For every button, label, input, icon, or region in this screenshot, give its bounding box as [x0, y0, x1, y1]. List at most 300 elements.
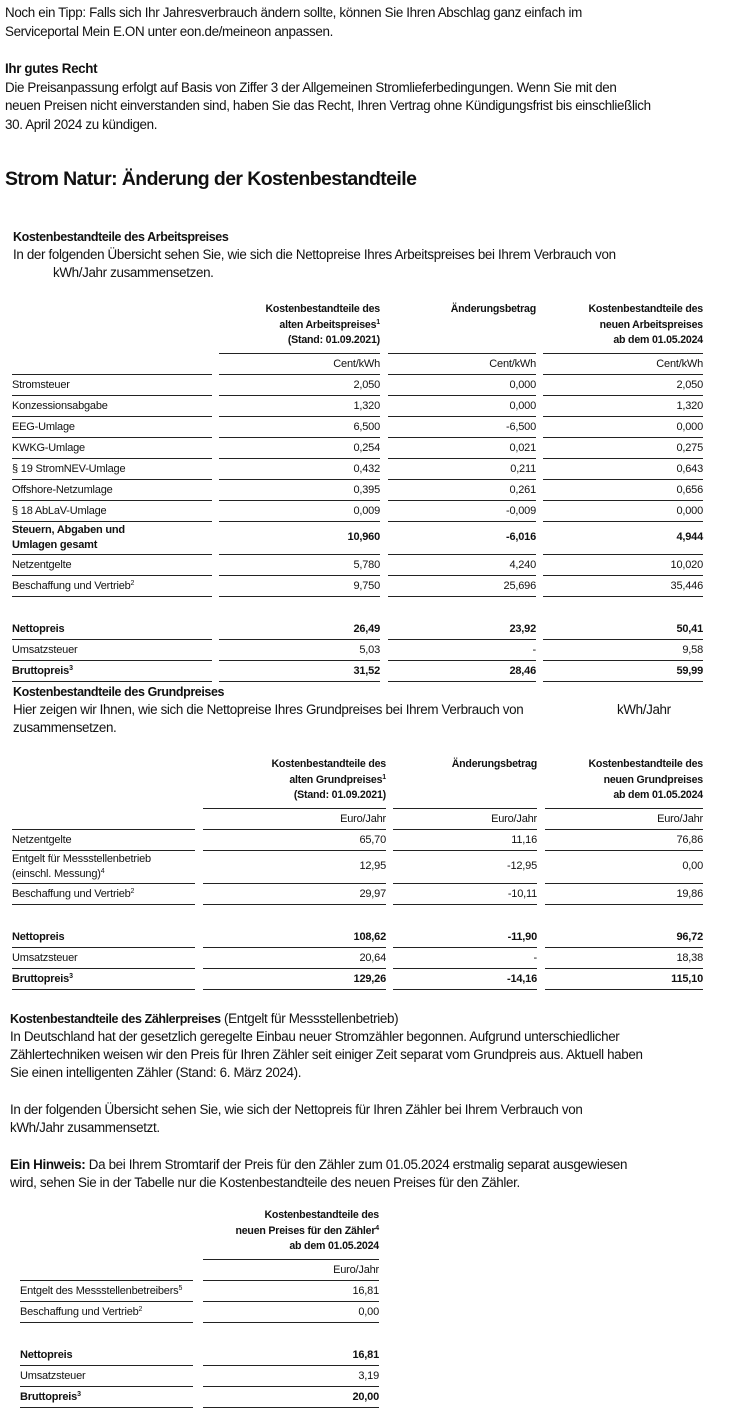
zaehler-text1-2: Zählertechniken weisen wir den Preis für Ihren Zähler seit einiger Zeit separat vom Grundpreis aus. Aktuell haben — [10, 1047, 643, 1062]
row-label-text-2: (einschl. Messung) — [12, 867, 101, 880]
row-label — [20, 1281, 193, 1302]
table-row — [20, 1281, 379, 1302]
cell-value: 4,240 — [388, 555, 536, 576]
row-label-text: Beschaffung und Vertrieb — [12, 579, 131, 592]
cell-value: 0,00 — [203, 1302, 379, 1323]
column-header — [545, 757, 703, 809]
cell-value: -12,95 — [393, 851, 537, 884]
row-label — [12, 576, 212, 597]
cell-value: -6,500 — [388, 417, 536, 438]
column-gap — [193, 1281, 203, 1302]
column-gap — [386, 809, 393, 830]
column-gap — [380, 417, 388, 438]
header-row — [12, 757, 703, 809]
column-gap — [536, 640, 543, 661]
spacer-row — [12, 905, 703, 927]
total-row — [12, 948, 703, 969]
cell-value: 11,16 — [393, 830, 537, 851]
column-gap — [195, 851, 203, 884]
column-header — [219, 302, 380, 354]
row-label — [12, 969, 195, 990]
row-label — [12, 375, 212, 396]
row-label-text: Umsatzsteuer — [12, 951, 78, 964]
zaehler-text2-1: In der folgenden Übersicht sehen Sie, wie sich der Nettopreis für Ihren Zähler bei Ihrem Verbrauch von — [10, 1102, 583, 1117]
row-label — [12, 501, 212, 522]
row-label-text: KWKG-Umlage — [12, 441, 85, 454]
cell-value: 0,021 — [388, 438, 536, 459]
column-header — [543, 302, 703, 354]
total-value: 108,62 — [203, 927, 386, 948]
row-label — [12, 884, 195, 905]
column-header-line-2: alten Arbeitspreises — [279, 318, 377, 331]
column-header-line-3: ab dem 01.05.2024 — [289, 1240, 379, 1252]
table-row — [12, 576, 703, 597]
unit-label: Cent/kWh — [219, 354, 380, 375]
cell-value: 35,446 — [543, 576, 703, 597]
total-value: - — [388, 640, 536, 661]
arbeitspreis-table — [12, 302, 703, 682]
row-label-text: Bruttopreis — [20, 1390, 78, 1403]
column-gap — [537, 927, 545, 948]
column-gap — [212, 661, 219, 682]
column-gap — [536, 555, 543, 576]
total-value: 18,38 — [545, 948, 703, 969]
column-gap — [212, 619, 219, 640]
column-header-line-1: Änderungsbetrag — [450, 303, 536, 315]
row-label — [12, 459, 212, 480]
cell-value: 16,81 — [203, 1281, 379, 1302]
cell-value: 0,000 — [388, 396, 536, 417]
cell-value: 6,500 — [219, 417, 380, 438]
column-header-line-1: Kostenbestandteile des — [264, 1209, 379, 1221]
column-gap — [212, 555, 219, 576]
cell-value: 5,780 — [219, 555, 380, 576]
column-gap — [380, 555, 388, 576]
cell-value: 0,643 — [543, 459, 703, 480]
total-row — [12, 661, 703, 682]
column-gap — [212, 522, 219, 555]
row-label-text: Beschaffung und Vertrieb — [12, 887, 131, 900]
column-header-line-3: ab dem 01.05.2024 — [613, 789, 703, 801]
column-gap — [537, 969, 545, 990]
column-gap — [212, 417, 219, 438]
row-label-text: Netzentgelte — [12, 833, 72, 846]
row-label-text: Nettopreis — [12, 622, 65, 635]
right-line-3: 30. April 2024 zu kündigen. — [5, 117, 158, 132]
column-gap — [212, 354, 219, 375]
column-gap — [536, 480, 543, 501]
page-title: Strom Natur: Änderung der Kostenbestandteile — [5, 168, 417, 190]
row-label — [12, 480, 212, 501]
unit-row-empty — [12, 354, 212, 375]
column-gap — [380, 438, 388, 459]
row-label-text: § 19 StromNEV-Umlage — [12, 462, 126, 475]
column-gap — [212, 480, 219, 501]
column-header-line-2: neuen Arbeitspreises — [599, 318, 703, 331]
column-header-line-3: (Stand: 01.09.2021) — [287, 334, 380, 346]
column-gap — [380, 375, 388, 396]
cell-value: 10,020 — [543, 555, 703, 576]
column-gap — [536, 438, 543, 459]
footnote-marker: 3 — [69, 972, 73, 980]
column-header-line-2: alten Grundpreises — [289, 773, 383, 786]
total-value: -11,90 — [393, 927, 537, 948]
cell-value: 76,86 — [545, 830, 703, 851]
column-gap — [212, 396, 219, 417]
zaehler-text1-3: Sie einen intelligenten Zähler (Stand: 6. März 2024). — [10, 1065, 302, 1080]
cell-value: 9,750 — [219, 576, 380, 597]
unit-row-empty — [20, 1260, 193, 1281]
right-heading: Ihr gutes Recht — [5, 61, 98, 76]
footnote-marker: 4 — [375, 1224, 379, 1232]
column-gap — [536, 619, 543, 640]
tip-line-2: Serviceportal Mein E.ON unter eon.de/meineon anpassen. — [5, 24, 333, 39]
column-gap — [195, 830, 203, 851]
column-gap — [536, 417, 543, 438]
column-gap — [536, 501, 543, 522]
column-header-line-2: neuen Preises für den Zähler — [235, 1224, 376, 1237]
cell-value: 19,86 — [545, 884, 703, 905]
row-label — [12, 619, 212, 640]
column-gap — [536, 375, 543, 396]
column-header-line-2: neuen Grundpreises — [603, 773, 703, 786]
column-gap — [193, 1366, 203, 1387]
row-label — [20, 1387, 193, 1408]
row-label-text: Umsatzsteuer — [12, 643, 78, 656]
cell-value: 0,000 — [543, 417, 703, 438]
column-gap — [193, 1302, 203, 1323]
cell-value: 0,261 — [388, 480, 536, 501]
column-gap — [536, 522, 543, 555]
column-gap — [212, 459, 219, 480]
row-label — [12, 661, 212, 682]
row-label-text: § 18 AbLaV-Umlage — [12, 504, 107, 517]
column-gap — [380, 619, 388, 640]
column-gap — [212, 302, 219, 354]
row-label-text: Entgelt des Messstellenbetreibers — [20, 1284, 179, 1297]
footnote-marker: 4 — [100, 867, 105, 875]
row-label — [12, 555, 212, 576]
unit-label: Euro/Jahr — [393, 809, 537, 830]
table-row — [12, 830, 703, 851]
table-row — [20, 1302, 379, 1323]
column-gap — [193, 1260, 203, 1281]
spacer — [12, 905, 703, 927]
table-row — [12, 851, 703, 884]
column-header-line-1: Kostenbestandteile des — [271, 758, 386, 770]
cell-value: 2,050 — [543, 375, 703, 396]
grundpreis-text-2: zusammensetzen. — [13, 720, 117, 735]
row-label — [20, 1345, 193, 1366]
column-gap — [380, 396, 388, 417]
grundpreis-text-unit: kWh/Jahr — [617, 702, 671, 717]
cell-value: 0,211 — [388, 459, 536, 480]
total-row — [20, 1366, 379, 1387]
right-line-2: neuen Preisen nicht einverstanden sind, haben Sie das Recht, Ihren Vertrag ohne Kündigungsfrist bis einschließlich — [5, 98, 651, 113]
column-gap — [386, 757, 393, 809]
grundpreis-text-1: Hier zeigen wir Ihnen, wie sich die Nettopreise Ihres Grundpreises bei Ihrem Verbrauch von — [13, 702, 524, 717]
zaehler-heading-suffix: (Entgelt für Messstellenbetrieb) — [220, 1011, 399, 1026]
cell-value: 65,70 — [203, 830, 386, 851]
column-gap — [195, 969, 203, 990]
total-value: 23,92 — [388, 619, 536, 640]
row-label — [12, 640, 212, 661]
cell-value: 0,395 — [219, 480, 380, 501]
column-gap — [536, 354, 543, 375]
zaehlerpreis-table — [20, 1208, 379, 1408]
total-value: 31,52 — [219, 661, 380, 682]
table-row — [12, 884, 703, 905]
footnote-marker: 1 — [376, 318, 380, 326]
total-value: 20,00 — [203, 1387, 379, 1408]
column-gap — [380, 480, 388, 501]
total-value: -14,16 — [393, 969, 537, 990]
column-gap — [380, 459, 388, 480]
row-label — [12, 522, 212, 555]
arbeitspreis-text-1: In der folgenden Übersicht sehen Sie, wie sich die Nettopreise Ihres Arbeitspreises bei Ihrem Verbrauch von — [13, 247, 616, 262]
column-gap — [537, 757, 545, 809]
column-gap — [386, 884, 393, 905]
table-row — [12, 396, 703, 417]
column-gap — [537, 830, 545, 851]
column-gap — [537, 884, 545, 905]
column-gap — [380, 640, 388, 661]
column-gap — [386, 948, 393, 969]
footnote-marker: 1 — [382, 773, 386, 781]
total-value: - — [393, 948, 537, 969]
column-header — [203, 757, 386, 809]
cell-value: 0,432 — [219, 459, 380, 480]
row-label-text: Umsatzsteuer — [20, 1369, 86, 1382]
column-gap — [195, 884, 203, 905]
column-gap — [195, 809, 203, 830]
unit-label: Euro/Jahr — [203, 809, 386, 830]
table-row — [12, 459, 703, 480]
cell-value: -10,11 — [393, 884, 537, 905]
total-value: 129,26 — [203, 969, 386, 990]
column-header-line-1: Kostenbestandteile des — [588, 303, 703, 315]
column-header-line-3: (Stand: 01.09.2021) — [293, 789, 386, 801]
zaehler-heading: Kostenbestandteile des Zählerpreises — [10, 1012, 221, 1026]
table-row — [12, 501, 703, 522]
column-gap — [212, 501, 219, 522]
column-gap — [380, 522, 388, 555]
total-value: 59,99 — [543, 661, 703, 682]
footnote-marker: 2 — [138, 1305, 143, 1313]
cell-value: 1,320 — [543, 396, 703, 417]
total-value: 50,41 — [543, 619, 703, 640]
column-header-line-3: ab dem 01.05.2024 — [613, 334, 703, 346]
row-label-text: Konzessionsabgabe — [12, 399, 108, 412]
total-row — [12, 619, 703, 640]
footnote-marker: 2 — [130, 579, 135, 587]
row-label-text: Entgelt für Messstellenbetrieb — [12, 852, 151, 865]
row-label — [20, 1366, 193, 1387]
unit-label: Euro/Jahr — [203, 1260, 379, 1281]
row-label-text: Bruttopreis — [12, 972, 70, 985]
table-row — [12, 375, 703, 396]
row-label-text: Netzentgelte — [12, 558, 72, 571]
column-gap — [195, 757, 203, 809]
column-gap — [380, 302, 388, 354]
total-value: 5,03 — [219, 640, 380, 661]
row-label-text: Stromsteuer — [12, 378, 70, 391]
spacer-row — [20, 1323, 379, 1345]
unit-label: Cent/kWh — [543, 354, 703, 375]
row-label-text: Beschaffung und Vertrieb — [20, 1305, 139, 1318]
row-label — [12, 438, 212, 459]
row-label-text: Bruttopreis — [12, 664, 70, 677]
cell-value: 0,00 — [545, 851, 703, 884]
column-header — [388, 302, 536, 354]
zaehler-text2-2: kWh/Jahr zusammensetzt. — [10, 1120, 160, 1135]
cell-value: 1,320 — [219, 396, 380, 417]
total-row — [12, 927, 703, 948]
total-row — [12, 969, 703, 990]
arbeitspreis-heading: Kostenbestandteile des Arbeitspreises — [13, 230, 229, 244]
column-gap — [536, 661, 543, 682]
cell-value: 25,696 — [388, 576, 536, 597]
column-gap — [537, 851, 545, 884]
footnote-marker: 5 — [178, 1284, 183, 1292]
unit-label: Cent/kWh — [388, 354, 536, 375]
row-label — [12, 927, 195, 948]
column-gap — [195, 927, 203, 948]
column-gap — [386, 830, 393, 851]
column-gap — [536, 396, 543, 417]
cell-value: 0,009 — [219, 501, 380, 522]
cell-value: 0,254 — [219, 438, 380, 459]
total-row — [20, 1387, 379, 1408]
column-gap — [537, 809, 545, 830]
table-row — [12, 555, 703, 576]
column-gap — [536, 302, 543, 354]
total-value: 9,58 — [543, 640, 703, 661]
row-label-text-2: Umlagen gesamt — [12, 538, 98, 551]
column-gap — [386, 927, 393, 948]
total-row — [20, 1345, 379, 1366]
cell-value: 2,050 — [219, 375, 380, 396]
grundpreis-table — [12, 757, 703, 990]
total-row — [12, 640, 703, 661]
table-row — [12, 438, 703, 459]
right-line-1: Die Preisanpassung erfolgt auf Basis von Ziffer 3 der Allgemeinen Stromlieferbedingungen. Wenn Sie mit den — [5, 80, 617, 95]
total-value: 115,10 — [545, 969, 703, 990]
column-gap — [380, 354, 388, 375]
zaehler-hint-text: Da bei Ihrem Stromtarif der Preis für den Zähler zum 01.05.2024 erstmalig separat ausgewiesen — [85, 1157, 628, 1172]
row-label — [12, 948, 195, 969]
row-label-text: Steuern, Abgaben und — [12, 523, 125, 536]
header-empty — [12, 302, 212, 354]
column-gap — [195, 948, 203, 969]
row-label — [20, 1302, 193, 1323]
zaehler-hint-line-1 — [10, 1155, 627, 1174]
row-label — [12, 830, 195, 851]
row-label — [12, 417, 212, 438]
total-value: 3,19 — [203, 1366, 379, 1387]
column-gap — [386, 969, 393, 990]
spacer — [12, 597, 703, 619]
column-gap — [212, 576, 219, 597]
row-label-text: Offshore-Netzumlage — [12, 483, 113, 496]
column-gap — [537, 948, 545, 969]
column-header-line-1: Kostenbestandteile des — [265, 303, 380, 315]
table-row — [12, 417, 703, 438]
unit-row-empty — [12, 809, 195, 830]
grundpreis-heading: Kostenbestandteile des Grundpreises — [13, 685, 225, 699]
cell-value: 0,000 — [543, 501, 703, 522]
total-value: 96,72 — [545, 927, 703, 948]
arbeitspreis-text-2: kWh/Jahr zusammensetzen. — [53, 265, 214, 280]
spacer — [20, 1323, 379, 1345]
row-label-text: Nettopreis — [20, 1348, 73, 1361]
footnote-marker: 2 — [130, 887, 135, 895]
header-empty — [12, 757, 195, 809]
column-gap — [380, 576, 388, 597]
unit-row — [12, 809, 703, 830]
tip-line-1: Noch ein Tipp: Falls sich Ihr Jahresverbrauch ändern sollte, können Sie Ihren Abschlag ganz einfach im — [5, 5, 582, 20]
footnote-marker: 3 — [69, 664, 73, 672]
table-row — [12, 480, 703, 501]
unit-row — [12, 354, 703, 375]
zaehler-heading-line — [10, 1009, 398, 1029]
column-gap — [212, 640, 219, 661]
total-value: 28,46 — [388, 661, 536, 682]
zaehler-hint-line-2: wird, sehen Sie in der Tabelle nur die Kostenbestandteile des neuen Preises für den Zähler. — [10, 1175, 520, 1190]
column-gap — [212, 438, 219, 459]
unit-label: Euro/Jahr — [545, 809, 703, 830]
column-gap — [193, 1345, 203, 1366]
column-gap — [212, 375, 219, 396]
column-gap — [193, 1208, 203, 1260]
footnote-marker: 3 — [77, 1390, 81, 1398]
cell-value: 0,656 — [543, 480, 703, 501]
total-value: 16,81 — [203, 1345, 379, 1366]
row-label — [12, 851, 195, 884]
zaehler-text1-1: In Deutschland hat der gesetzlich geregelte Einbau neuer Stromzähler begonnen. Aufgrund unterschiedlicher — [10, 1029, 620, 1044]
column-header — [203, 1208, 379, 1260]
header-row — [20, 1208, 379, 1260]
cell-value: -6,016 — [388, 522, 536, 555]
cell-value: 10,960 — [219, 522, 380, 555]
column-header — [393, 757, 537, 809]
table-row — [12, 522, 703, 555]
row-label-text: Nettopreis — [12, 930, 65, 943]
cell-value: 29,97 — [203, 884, 386, 905]
cell-value: -0,009 — [388, 501, 536, 522]
total-value: 20,64 — [203, 948, 386, 969]
header-empty — [20, 1208, 193, 1260]
column-gap — [380, 501, 388, 522]
total-value: 26,49 — [219, 619, 380, 640]
column-gap — [386, 851, 393, 884]
unit-row — [20, 1260, 379, 1281]
column-gap — [193, 1387, 203, 1408]
column-gap — [380, 661, 388, 682]
column-gap — [536, 576, 543, 597]
cell-value: 12,95 — [203, 851, 386, 884]
spacer-row — [12, 597, 703, 619]
zaehler-hint-label: Ein Hinweis: — [10, 1157, 86, 1172]
column-gap — [536, 459, 543, 480]
cell-value: 4,944 — [543, 522, 703, 555]
column-header-line-1: Kostenbestandteile des — [588, 758, 703, 770]
header-row — [12, 302, 703, 354]
column-header-line-1: Änderungsbetrag — [451, 758, 537, 770]
cell-value: 0,275 — [543, 438, 703, 459]
row-label-text: EEG-Umlage — [12, 420, 75, 433]
cell-value: 0,000 — [388, 375, 536, 396]
